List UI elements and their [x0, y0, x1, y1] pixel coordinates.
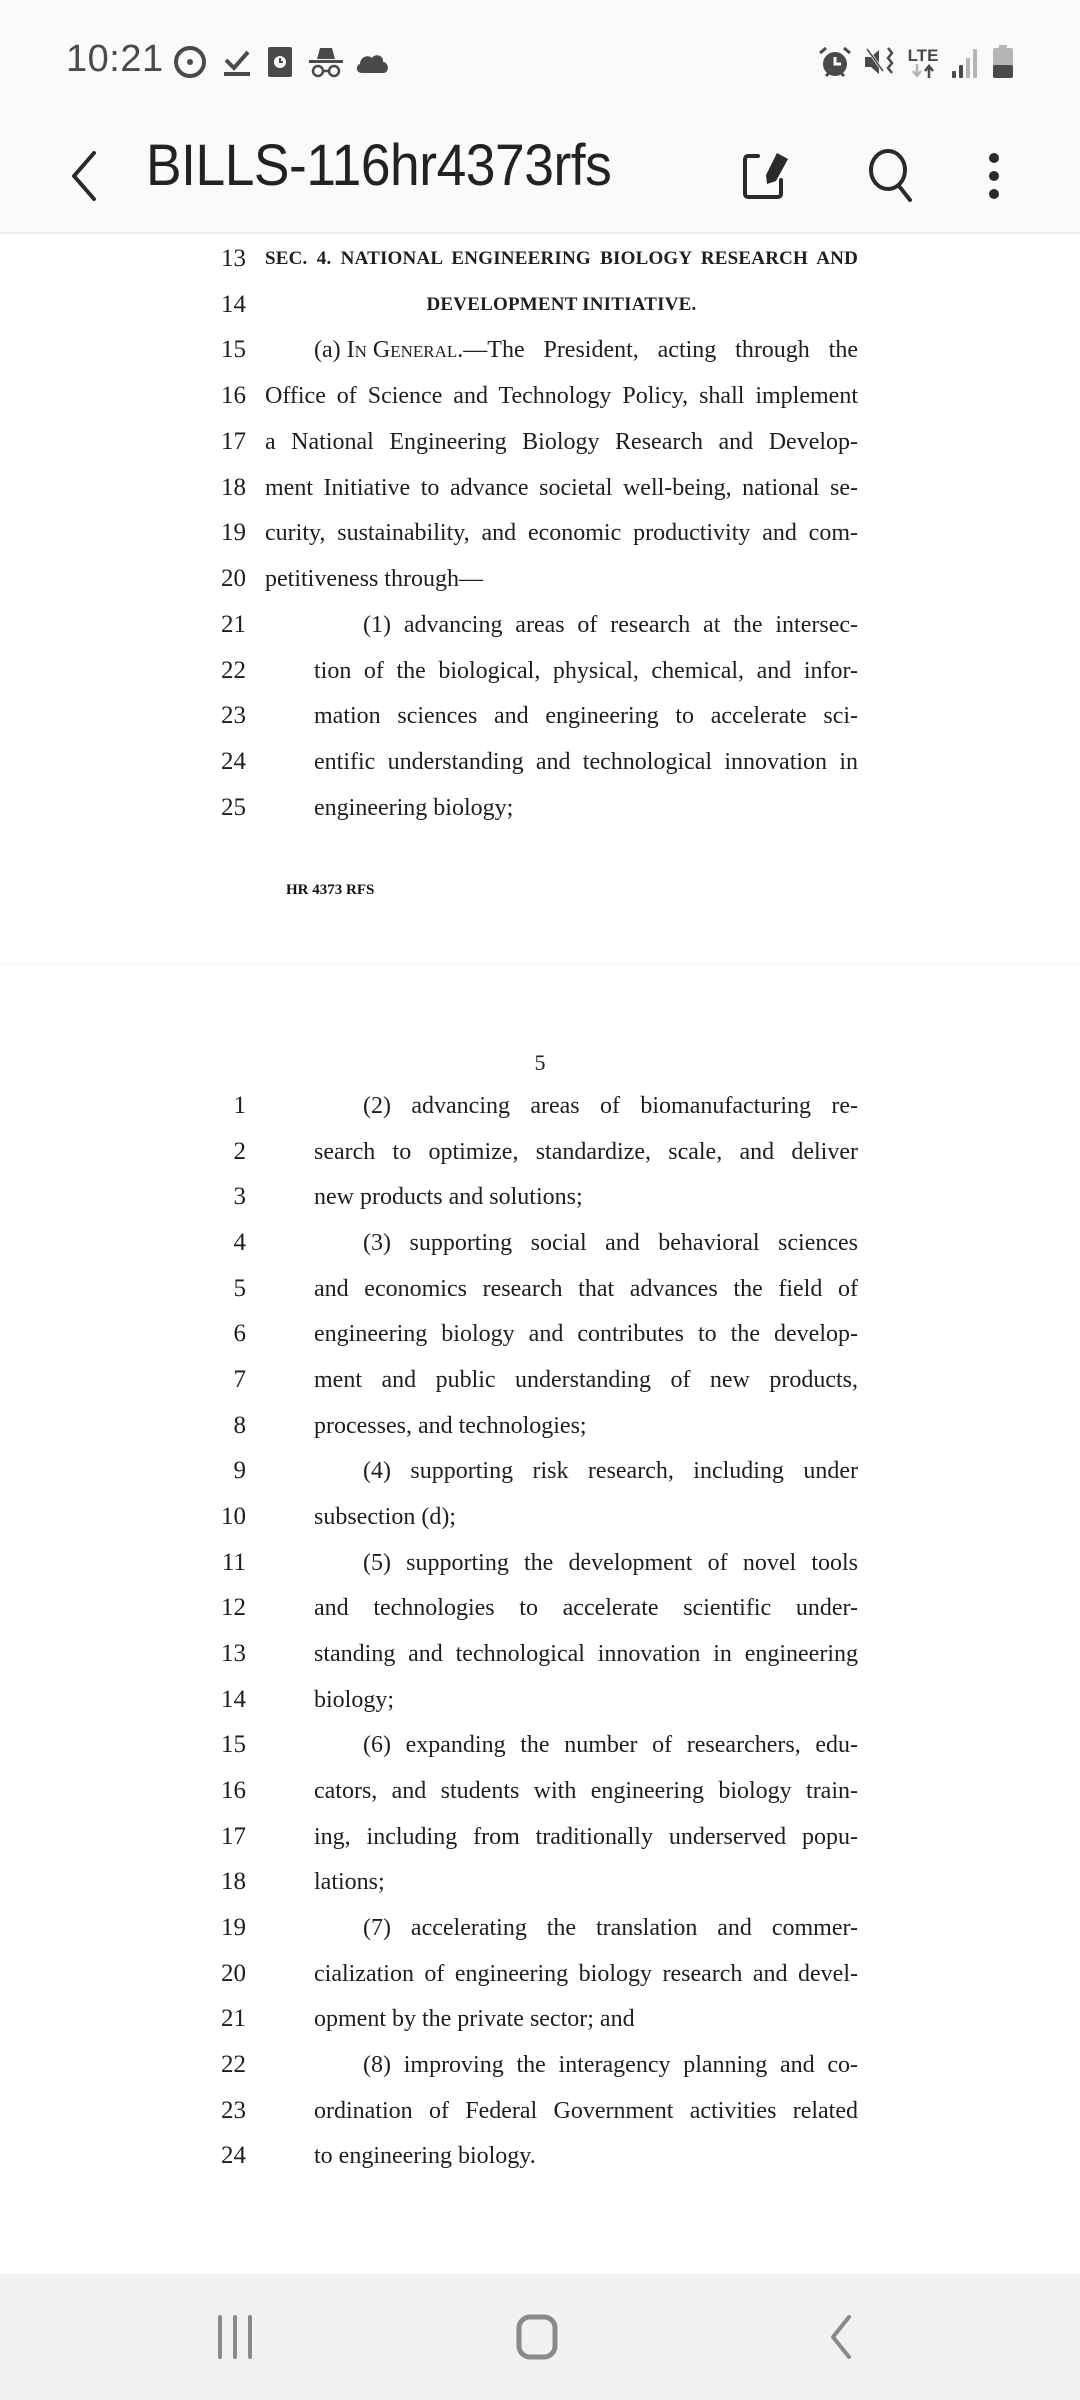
line-number: 15 — [221, 1731, 246, 1758]
line-page4-18 — [0, 465, 1080, 511]
line-number: 9 — [233, 1457, 246, 1484]
line-number: 17 — [221, 1823, 246, 1850]
back-button[interactable] — [52, 140, 116, 212]
line-number: 6 — [233, 1320, 246, 1347]
subsection-label — [314, 327, 457, 373]
line-number: 20 — [221, 565, 246, 592]
line-page4-22 — [0, 648, 1080, 694]
line-number: 21 — [221, 2005, 246, 2032]
item-line: ing, including from traditionally underserved popu- — [314, 1824, 858, 1850]
line-number: 5 — [233, 1275, 246, 1302]
item-line: entific understanding and technological innovation in — [314, 749, 858, 775]
page-separator — [0, 963, 1080, 964]
line-page5-24 — [0, 2133, 1080, 2179]
line-page5-5 — [0, 1266, 1080, 1312]
page-number: 5 — [534, 1050, 546, 1075]
item-line: (4) supporting risk research, including under — [363, 1458, 858, 1484]
paragraph-line: curity, sustainability, and economic productivity and com- — [265, 520, 858, 546]
item-line: mation sciences and engineering to accelerate sci- — [314, 703, 858, 729]
line-page5-10 — [0, 1494, 1080, 1540]
alarm-icon — [816, 44, 854, 80]
paragraph-line — [314, 327, 858, 373]
line-number: 25 — [221, 794, 246, 821]
item-line: engineering biology and contributes to the develop- — [314, 1321, 858, 1347]
item-line: cators, and students with engineering biology train- — [314, 1778, 858, 1804]
line-page5-8 — [0, 1403, 1080, 1449]
line-number: 21 — [221, 611, 246, 638]
page-footer: HR 4373 RFS — [286, 882, 375, 898]
line-page5-16 — [0, 1768, 1080, 1814]
item-line: (5) supporting the development of novel tools — [363, 1550, 858, 1576]
incognito-icon — [306, 44, 346, 80]
line-page5-11 — [0, 1540, 1080, 1586]
item-line: processes, and technologies; — [314, 1413, 587, 1439]
document-title: BILLS-116hr4373rfs — [146, 133, 612, 198]
section-heading: SEC. 4. NATIONAL ENGINEERING BIOLOGY RESEARCH AND — [265, 248, 858, 269]
item-line: and technologies to accelerate scientific under- — [314, 1595, 858, 1621]
recent-apps-icon — [215, 2315, 255, 2359]
home-button[interactable] — [477, 2304, 597, 2370]
pdf-viewer[interactable] — [0, 236, 1080, 2270]
line-number: 15 — [221, 336, 246, 363]
item-line: lations; — [314, 1869, 385, 1895]
item-line: subsection (d); — [314, 1504, 456, 1530]
line-number: 8 — [233, 1412, 246, 1439]
item-line: (6) expanding the number of researchers, edu- — [363, 1732, 858, 1758]
chevron-left-icon — [68, 150, 100, 202]
line-number: 16 — [221, 382, 246, 409]
line-page5-3 — [0, 1174, 1080, 1220]
line-number: 23 — [221, 2097, 246, 2124]
paragraph-line: ment Initiative to advance societal well-being, national se- — [265, 475, 858, 501]
line-number: 18 — [221, 1868, 246, 1895]
paragraph-line: petitiveness through— — [265, 566, 483, 592]
line-number: 11 — [221, 1549, 246, 1576]
line-page4-16 — [0, 373, 1080, 419]
line-number: 1 — [233, 1092, 246, 1119]
line-number: 18 — [221, 474, 246, 501]
item-line: opment by the private sector; and — [314, 2006, 635, 2032]
home-icon — [515, 2313, 559, 2361]
battery-icon — [990, 44, 1016, 80]
paragraph-line: Office of Science and Technology Policy, shall implement — [265, 383, 858, 409]
edit-document-icon — [740, 150, 792, 202]
line-number: 13 — [221, 245, 246, 272]
line-number: 19 — [221, 1914, 246, 1941]
paragraph-line: a National Engineering Biology Research and Develop- — [265, 429, 858, 455]
line-number: 4 — [233, 1229, 246, 1256]
vibrate-mute-icon — [862, 44, 896, 80]
line-page5-2 — [0, 1129, 1080, 1175]
line-number: 22 — [221, 2051, 246, 2078]
line-page5-23 — [0, 2088, 1080, 2134]
line-page5-15 — [0, 1722, 1080, 1768]
line-page4-25 — [0, 785, 1080, 831]
line-page4-19 — [0, 510, 1080, 556]
line-number: 14 — [221, 291, 246, 318]
line-page4-24 — [0, 739, 1080, 785]
system-navigation-bar — [0, 2274, 1080, 2400]
item-line: (8) improving the interagency planning and co- — [363, 2052, 858, 2078]
line-number: 2 — [233, 1138, 246, 1165]
cloud-icon — [354, 44, 390, 80]
line-page5-14 — [0, 1677, 1080, 1723]
line-number: 22 — [221, 657, 246, 684]
item-line: biology; — [314, 1687, 395, 1713]
item-line: engineering biology; — [314, 795, 514, 821]
line-page5-7 — [0, 1357, 1080, 1403]
status-bar — [0, 0, 1080, 120]
line-page5-6 — [0, 1311, 1080, 1357]
line-number: 20 — [221, 1960, 246, 1987]
item-line: (7) accelerating the translation and commer- — [363, 1915, 858, 1941]
item-line: to engineering biology. — [314, 2143, 536, 2169]
line-number: 12 — [221, 1594, 246, 1621]
section-heading: DEVELOPMENT INITIATIVE. — [426, 294, 697, 315]
line-number: 10 — [221, 1503, 246, 1530]
item-line: ment and public understanding of new products, — [314, 1367, 858, 1393]
line-page5-21 — [0, 1996, 1080, 2042]
line-page4-23 — [0, 693, 1080, 739]
line-number: 14 — [221, 1686, 246, 1713]
item-line: and economics research that advances the field of — [314, 1276, 858, 1302]
search-button[interactable] — [856, 140, 928, 212]
line-number: 13 — [221, 1640, 246, 1667]
item-line: cialization of engineering biology research and devel- — [314, 1961, 858, 1987]
item-line: tion of the biological, physical, chemical, and infor- — [314, 658, 858, 684]
subsection-title: In General — [346, 337, 458, 363]
subsection-marker: (a) — [314, 337, 347, 363]
focus-mode-icon — [172, 44, 208, 80]
line-page5-12 — [0, 1585, 1080, 1631]
line-page5-18 — [0, 1859, 1080, 1905]
line-page4-20 — [0, 556, 1080, 602]
status-time: 10:21 — [66, 38, 164, 80]
item-line: (3) supporting social and behavioral sciences — [363, 1230, 858, 1256]
lte-label: LTE — [907, 45, 939, 65]
app-bar — [0, 120, 1080, 234]
line-number: 7 — [233, 1366, 246, 1393]
back-arrow-icon — [825, 2314, 855, 2360]
line-number: 19 — [221, 519, 246, 546]
item-line: (1) advancing areas of research at the intersec- — [363, 612, 858, 638]
line-page5-19 — [0, 1905, 1080, 1951]
more-options-button[interactable] — [966, 140, 1022, 212]
item-line: (2) advancing areas of biomanufacturing re- — [363, 1093, 858, 1119]
nav-back-button[interactable] — [780, 2304, 900, 2370]
item-line: ordination of Federal Government activities related — [314, 2098, 858, 2124]
line-number: 3 — [233, 1183, 246, 1210]
line-page5-20 — [0, 1951, 1080, 1997]
signal-icon — [950, 44, 982, 80]
paragraph-text: .—The President, acting through the — [457, 337, 858, 363]
line-page5-13 — [0, 1631, 1080, 1677]
item-line: search to optimize, standardize, scale, and deliver — [314, 1139, 858, 1165]
recent-apps-button[interactable] — [175, 2304, 295, 2370]
screen-time-icon — [266, 44, 294, 80]
line-page5-17 — [0, 1814, 1080, 1860]
search-icon — [866, 148, 918, 204]
line-page4-13 — [0, 236, 1080, 282]
line-page5-22 — [0, 2042, 1080, 2088]
line-page4-15 — [0, 327, 1080, 373]
line-number: 24 — [221, 748, 246, 775]
line-number: 17 — [221, 428, 246, 455]
item-line: standing and technological innovation in engineering — [314, 1641, 858, 1667]
line-page4-17 — [0, 419, 1080, 465]
line-number: 23 — [221, 702, 246, 729]
line-number: 16 — [221, 1777, 246, 1804]
line-page4-21 — [0, 602, 1080, 648]
line-page4-14 — [0, 282, 1080, 328]
line-page5-1 — [0, 1083, 1080, 1129]
item-line: new products and solutions; — [314, 1184, 583, 1210]
more-vertical-icon — [987, 152, 1001, 200]
line-page5-4 — [0, 1220, 1080, 1266]
line-number: 24 — [221, 2142, 246, 2169]
line-page5-9 — [0, 1448, 1080, 1494]
lte-data-icon — [906, 44, 940, 80]
download-done-icon — [222, 44, 252, 80]
edit-button[interactable] — [730, 140, 802, 212]
